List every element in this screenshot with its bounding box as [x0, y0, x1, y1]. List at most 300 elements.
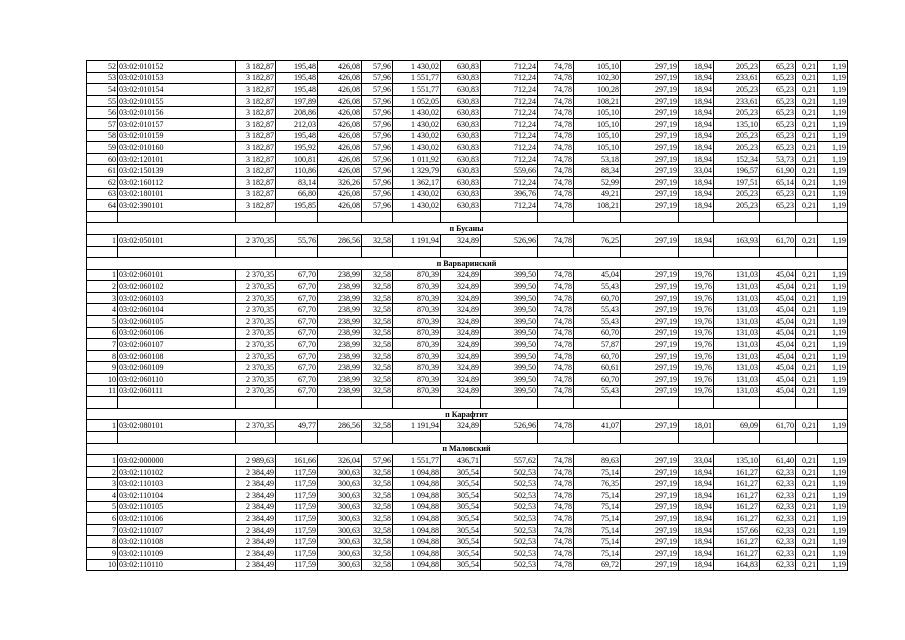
- value-cell: 3 182,87: [236, 176, 276, 188]
- value-cell: 32,58: [362, 466, 393, 478]
- value-cell: 65,23: [760, 142, 796, 154]
- value-cell: 297,19: [621, 385, 679, 397]
- value-cell: 205,23: [714, 188, 760, 200]
- value-cell: 297,19: [621, 339, 679, 351]
- value-cell: 74,78: [538, 165, 574, 177]
- value-cell: 426,08: [318, 118, 362, 130]
- empty-cell: [679, 246, 714, 258]
- value-cell: 32,58: [362, 385, 393, 397]
- cadastral-code: 03:02:010156: [118, 107, 236, 119]
- value-cell: 60,61: [574, 362, 621, 374]
- row-number: 4: [87, 304, 118, 316]
- value-cell: 2 384,49: [236, 536, 276, 548]
- value-cell: 45,04: [760, 316, 796, 328]
- value-cell: 65,23: [760, 72, 796, 84]
- value-cell: 399,50: [481, 327, 538, 339]
- value-cell: 238,99: [318, 339, 362, 351]
- value-cell: 502,53: [481, 513, 538, 525]
- value-cell: 1,19: [818, 281, 848, 293]
- value-cell: 0,21: [796, 536, 818, 548]
- table-row: [87, 374, 848, 386]
- row-number: 10: [87, 374, 118, 386]
- value-cell: 18,94: [679, 61, 714, 73]
- value-cell: 297,19: [621, 420, 679, 432]
- table-row: [87, 165, 848, 177]
- value-cell: 297,19: [621, 292, 679, 304]
- value-cell: 426,08: [318, 84, 362, 96]
- empty-cell: [760, 211, 796, 223]
- empty-cell: [818, 246, 848, 258]
- value-cell: 0,21: [796, 95, 818, 107]
- value-cell: 195,48: [276, 61, 318, 73]
- cadastral-code: 03:02:110104: [118, 489, 236, 501]
- value-cell: 1,19: [818, 188, 848, 200]
- value-cell: 502,53: [481, 489, 538, 501]
- value-cell: 18,94: [679, 153, 714, 165]
- value-cell: 75,14: [574, 466, 621, 478]
- value-cell: 131,03: [714, 374, 760, 386]
- value-cell: 2 370,35: [236, 281, 276, 293]
- value-cell: 1,19: [818, 304, 848, 316]
- value-cell: 164,83: [714, 559, 760, 571]
- cadastral-code: 03:02:060109: [118, 362, 236, 374]
- value-cell: 1 430,02: [393, 61, 441, 73]
- value-cell: 157,66: [714, 524, 760, 536]
- value-cell: 131,03: [714, 385, 760, 397]
- empty-cell: [87, 211, 118, 223]
- value-cell: 117,59: [276, 501, 318, 513]
- value-cell: 3 182,87: [236, 165, 276, 177]
- value-cell: 55,43: [574, 385, 621, 397]
- value-cell: 712,24: [481, 153, 538, 165]
- value-cell: 32,58: [362, 281, 393, 293]
- table-row: [87, 292, 848, 304]
- empty-cell: [621, 246, 679, 258]
- value-cell: 1,19: [818, 95, 848, 107]
- value-cell: 0,21: [796, 374, 818, 386]
- section-title: п Маловский: [87, 443, 848, 455]
- value-cell: 117,59: [276, 478, 318, 490]
- value-cell: 117,59: [276, 513, 318, 525]
- value-cell: 65,23: [760, 118, 796, 130]
- value-cell: 297,19: [621, 362, 679, 374]
- section-header-row: [87, 223, 848, 235]
- value-cell: 65,23: [760, 107, 796, 119]
- value-cell: 69,09: [714, 420, 760, 432]
- cadastral-code: 03:02:060108: [118, 350, 236, 362]
- value-cell: 238,99: [318, 327, 362, 339]
- value-cell: 3 182,87: [236, 95, 276, 107]
- value-cell: 324,89: [441, 362, 481, 374]
- value-cell: 297,19: [621, 350, 679, 362]
- value-cell: 3 182,87: [236, 153, 276, 165]
- value-cell: 117,59: [276, 489, 318, 501]
- value-cell: 712,24: [481, 200, 538, 212]
- value-cell: 396,76: [481, 188, 538, 200]
- value-cell: 3 182,87: [236, 200, 276, 212]
- value-cell: 870,39: [393, 362, 441, 374]
- value-cell: 1 551,77: [393, 72, 441, 84]
- value-cell: 502,53: [481, 559, 538, 571]
- value-cell: 18,94: [679, 466, 714, 478]
- value-cell: 712,24: [481, 118, 538, 130]
- value-cell: 75,14: [574, 501, 621, 513]
- value-cell: 238,99: [318, 362, 362, 374]
- row-number: 2: [87, 281, 118, 293]
- value-cell: 2 370,35: [236, 339, 276, 351]
- value-cell: 712,24: [481, 107, 538, 119]
- cadastral-code: 03:02:110107: [118, 524, 236, 536]
- value-cell: 1 094,88: [393, 547, 441, 559]
- row-number: 1: [87, 420, 118, 432]
- value-cell: 74,78: [538, 501, 574, 513]
- value-cell: 1 094,88: [393, 501, 441, 513]
- value-cell: 630,83: [441, 142, 481, 154]
- row-number: 9: [87, 362, 118, 374]
- value-cell: 297,19: [621, 489, 679, 501]
- value-cell: 1 094,88: [393, 559, 441, 571]
- value-cell: 0,21: [796, 350, 818, 362]
- empty-cell: [87, 432, 118, 444]
- value-cell: 1,19: [818, 478, 848, 490]
- value-cell: 61,70: [760, 234, 796, 246]
- cadastral-code: 03:02:010153: [118, 72, 236, 84]
- empty-cell: [318, 432, 362, 444]
- value-cell: 74,78: [538, 84, 574, 96]
- value-cell: 1 094,88: [393, 524, 441, 536]
- table-row: [87, 420, 848, 432]
- value-cell: 33,04: [679, 165, 714, 177]
- empty-cell: [679, 432, 714, 444]
- table-row: [87, 107, 848, 119]
- value-cell: 238,99: [318, 281, 362, 293]
- value-cell: 630,83: [441, 153, 481, 165]
- value-cell: 1 430,02: [393, 142, 441, 154]
- value-cell: 305,54: [441, 466, 481, 478]
- value-cell: 297,19: [621, 95, 679, 107]
- value-cell: 286,56: [318, 420, 362, 432]
- value-cell: 324,89: [441, 281, 481, 293]
- empty-cell: [621, 397, 679, 409]
- value-cell: 75,14: [574, 547, 621, 559]
- value-cell: 32,58: [362, 559, 393, 571]
- value-cell: 0,21: [796, 61, 818, 73]
- table-row: [87, 72, 848, 84]
- value-cell: 324,89: [441, 350, 481, 362]
- value-cell: 161,27: [714, 466, 760, 478]
- cadastral-code: 03:02:060111: [118, 385, 236, 397]
- value-cell: 2 384,49: [236, 501, 276, 513]
- section-header-row: [87, 443, 848, 455]
- value-cell: 399,50: [481, 385, 538, 397]
- row-number: 1: [87, 234, 118, 246]
- empty-cell: [236, 432, 276, 444]
- table-row: [87, 234, 848, 246]
- empty-cell: [87, 397, 118, 409]
- value-cell: 870,39: [393, 327, 441, 339]
- cadastral-code: 03:02:010154: [118, 84, 236, 96]
- value-cell: 502,53: [481, 524, 538, 536]
- value-cell: 238,99: [318, 304, 362, 316]
- value-cell: 526,96: [481, 420, 538, 432]
- value-cell: 75,14: [574, 513, 621, 525]
- value-cell: 399,50: [481, 316, 538, 328]
- value-cell: 324,89: [441, 304, 481, 316]
- blank-row: [87, 246, 848, 258]
- value-cell: 74,78: [538, 327, 574, 339]
- value-cell: 238,99: [318, 385, 362, 397]
- value-cell: 45,04: [574, 269, 621, 281]
- value-cell: 399,50: [481, 269, 538, 281]
- value-cell: 19,76: [679, 292, 714, 304]
- value-cell: 870,39: [393, 269, 441, 281]
- value-cell: 19,76: [679, 362, 714, 374]
- value-cell: 161,27: [714, 501, 760, 513]
- value-cell: 205,23: [714, 61, 760, 73]
- value-cell: 19,76: [679, 281, 714, 293]
- value-cell: 630,83: [441, 130, 481, 142]
- value-cell: 1,19: [818, 200, 848, 212]
- value-cell: 2 384,49: [236, 478, 276, 490]
- value-cell: 297,19: [621, 316, 679, 328]
- value-cell: 297,19: [621, 455, 679, 467]
- table-row: [87, 536, 848, 548]
- cadastral-code: 03:02:010152: [118, 61, 236, 73]
- value-cell: 67,70: [276, 374, 318, 386]
- value-cell: 74,78: [538, 304, 574, 316]
- row-number: 59: [87, 142, 118, 154]
- empty-cell: [362, 211, 393, 223]
- value-cell: 238,99: [318, 292, 362, 304]
- value-cell: 32,58: [362, 547, 393, 559]
- value-cell: 102,30: [574, 72, 621, 84]
- value-cell: 1 362,17: [393, 176, 441, 188]
- value-cell: 1,19: [818, 466, 848, 478]
- value-cell: 57,96: [362, 118, 393, 130]
- value-cell: 324,89: [441, 234, 481, 246]
- value-cell: 3 182,87: [236, 84, 276, 96]
- value-cell: 74,78: [538, 536, 574, 548]
- value-cell: 1 551,77: [393, 455, 441, 467]
- value-cell: 45,04: [760, 350, 796, 362]
- value-cell: 212,03: [276, 118, 318, 130]
- value-cell: 18,94: [679, 501, 714, 513]
- value-cell: 32,58: [362, 374, 393, 386]
- value-cell: 117,59: [276, 536, 318, 548]
- empty-cell: [538, 246, 574, 258]
- value-cell: 60,70: [574, 374, 621, 386]
- value-cell: 89,63: [574, 455, 621, 467]
- value-cell: 32,58: [362, 536, 393, 548]
- table-row: [87, 84, 848, 96]
- value-cell: 0,21: [796, 84, 818, 96]
- value-cell: 0,21: [796, 142, 818, 154]
- value-cell: 32,58: [362, 316, 393, 328]
- row-number: 8: [87, 536, 118, 548]
- value-cell: 399,50: [481, 304, 538, 316]
- empty-cell: [714, 432, 760, 444]
- table-row: [87, 304, 848, 316]
- value-cell: 1 329,79: [393, 165, 441, 177]
- empty-cell: [276, 211, 318, 223]
- value-cell: 1,19: [818, 316, 848, 328]
- value-cell: 0,21: [796, 316, 818, 328]
- value-cell: 0,21: [796, 420, 818, 432]
- value-cell: 297,19: [621, 118, 679, 130]
- value-cell: 399,50: [481, 292, 538, 304]
- value-cell: 300,63: [318, 547, 362, 559]
- value-cell: 1,19: [818, 362, 848, 374]
- value-cell: 1,19: [818, 374, 848, 386]
- value-cell: 67,70: [276, 339, 318, 351]
- cadastral-code: 03:02:110110: [118, 559, 236, 571]
- cadastral-code: 03:02:010155: [118, 95, 236, 107]
- empty-cell: [481, 397, 538, 409]
- value-cell: 2 370,35: [236, 385, 276, 397]
- value-cell: 630,83: [441, 61, 481, 73]
- value-cell: 300,63: [318, 536, 362, 548]
- value-cell: 300,63: [318, 489, 362, 501]
- value-cell: 0,21: [796, 292, 818, 304]
- value-cell: 18,94: [679, 547, 714, 559]
- cadastral-code: 03:02:110105: [118, 501, 236, 513]
- value-cell: 305,54: [441, 547, 481, 559]
- value-cell: 426,08: [318, 61, 362, 73]
- empty-cell: [441, 397, 481, 409]
- value-cell: 117,59: [276, 547, 318, 559]
- value-cell: 65,23: [760, 188, 796, 200]
- value-cell: 161,27: [714, 478, 760, 490]
- empty-cell: [441, 246, 481, 258]
- value-cell: 3 182,87: [236, 142, 276, 154]
- value-cell: 161,27: [714, 489, 760, 501]
- value-cell: 196,57: [714, 165, 760, 177]
- value-cell: 297,19: [621, 374, 679, 386]
- empty-cell: [574, 246, 621, 258]
- table-body: [87, 61, 848, 571]
- value-cell: 326,04: [318, 455, 362, 467]
- table-row: [87, 153, 848, 165]
- value-cell: 74,78: [538, 269, 574, 281]
- section-header-row: [87, 258, 848, 270]
- value-cell: 0,21: [796, 304, 818, 316]
- value-cell: 1,19: [818, 107, 848, 119]
- table-row: [87, 269, 848, 281]
- value-cell: 426,08: [318, 165, 362, 177]
- value-cell: 205,23: [714, 142, 760, 154]
- value-cell: 57,87: [574, 339, 621, 351]
- value-cell: 57,96: [362, 188, 393, 200]
- empty-cell: [118, 211, 236, 223]
- value-cell: 233,61: [714, 72, 760, 84]
- value-cell: 161,27: [714, 536, 760, 548]
- value-cell: 67,70: [276, 362, 318, 374]
- value-cell: 74,78: [538, 200, 574, 212]
- row-number: 62: [87, 176, 118, 188]
- value-cell: 324,89: [441, 420, 481, 432]
- empty-cell: [714, 246, 760, 258]
- value-cell: 2 370,35: [236, 304, 276, 316]
- value-cell: 1,19: [818, 536, 848, 548]
- table-row: [87, 61, 848, 73]
- empty-cell: [796, 397, 818, 409]
- value-cell: 324,89: [441, 374, 481, 386]
- empty-cell: [538, 397, 574, 409]
- value-cell: 326,26: [318, 176, 362, 188]
- table-row: [87, 385, 848, 397]
- value-cell: 32,58: [362, 327, 393, 339]
- value-cell: 870,39: [393, 304, 441, 316]
- row-number: 56: [87, 107, 118, 119]
- value-cell: 297,19: [621, 513, 679, 525]
- value-cell: 297,19: [621, 200, 679, 212]
- value-cell: 0,21: [796, 455, 818, 467]
- value-cell: 526,96: [481, 234, 538, 246]
- value-cell: 131,03: [714, 281, 760, 293]
- value-cell: 2 384,49: [236, 513, 276, 525]
- value-cell: 108,21: [574, 95, 621, 107]
- value-cell: 67,70: [276, 327, 318, 339]
- value-cell: 399,50: [481, 339, 538, 351]
- value-cell: 55,76: [276, 234, 318, 246]
- value-cell: 1,19: [818, 501, 848, 513]
- value-cell: 65,23: [760, 84, 796, 96]
- value-cell: 152,34: [714, 153, 760, 165]
- value-cell: 62,33: [760, 466, 796, 478]
- value-cell: 630,83: [441, 95, 481, 107]
- value-cell: 297,19: [621, 153, 679, 165]
- empty-cell: [393, 211, 441, 223]
- value-cell: 67,70: [276, 304, 318, 316]
- value-cell: 105,10: [574, 130, 621, 142]
- value-cell: 1,19: [818, 72, 848, 84]
- value-cell: 2 384,49: [236, 547, 276, 559]
- empty-cell: [538, 211, 574, 223]
- value-cell: 65,23: [760, 95, 796, 107]
- value-cell: 18,94: [679, 559, 714, 571]
- value-cell: 208,86: [276, 107, 318, 119]
- cadastral-code: 03:02:110106: [118, 513, 236, 525]
- value-cell: 60,70: [574, 292, 621, 304]
- value-cell: 870,39: [393, 281, 441, 293]
- value-cell: 67,70: [276, 269, 318, 281]
- cadastral-code: 03:02:060110: [118, 374, 236, 386]
- empty-cell: [621, 432, 679, 444]
- value-cell: 630,83: [441, 84, 481, 96]
- value-cell: 57,96: [362, 200, 393, 212]
- value-cell: 0,21: [796, 118, 818, 130]
- value-cell: 2 384,49: [236, 559, 276, 571]
- value-cell: 75,14: [574, 489, 621, 501]
- empty-cell: [796, 432, 818, 444]
- value-cell: 1,19: [818, 524, 848, 536]
- value-cell: 117,59: [276, 524, 318, 536]
- value-cell: 426,08: [318, 95, 362, 107]
- value-cell: 41,07: [574, 420, 621, 432]
- value-cell: 45,04: [760, 327, 796, 339]
- value-cell: 74,78: [538, 107, 574, 119]
- value-cell: 3 182,87: [236, 107, 276, 119]
- cadastral-code: 03:02:390101: [118, 200, 236, 212]
- value-cell: 3 182,87: [236, 188, 276, 200]
- value-cell: 297,19: [621, 281, 679, 293]
- empty-cell: [276, 432, 318, 444]
- value-cell: 161,27: [714, 513, 760, 525]
- value-cell: 61,90: [760, 165, 796, 177]
- value-cell: 2 384,49: [236, 489, 276, 501]
- value-cell: 0,21: [796, 385, 818, 397]
- empty-cell: [818, 432, 848, 444]
